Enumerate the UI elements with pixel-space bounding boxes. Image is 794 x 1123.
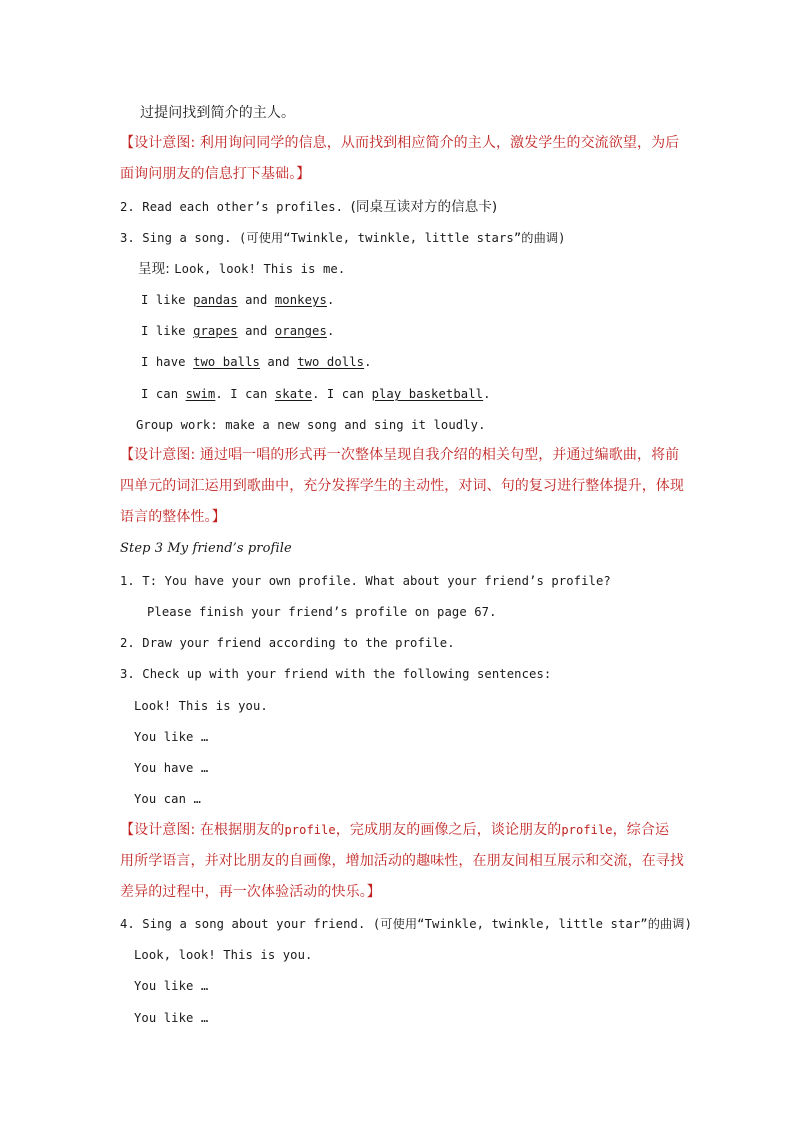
sentence-line: You can … <box>134 792 201 806</box>
step-heading: Step 3 My friend’s profile <box>120 541 292 556</box>
design-intent-note-cont: 用所学语言，并对比朋友的自画像，增加活动的趣味性，在朋友间相互展示和交流，在寻找 <box>120 853 684 869</box>
song-line: I like pandas and monkeys. <box>141 293 335 307</box>
step-item-cn-note: (可使用“Twinkle, twinkle, little stars”的曲调) <box>239 231 566 245</box>
group-work-line: Group work: make a new song and sing it loudly. <box>136 418 486 432</box>
step-item-text: 3. Sing a song. <box>120 231 239 245</box>
label-present: 呈现: <box>138 261 175 277</box>
step-item-4 <box>120 916 693 932</box>
step-item-2 <box>120 199 680 215</box>
song-line: You like … <box>134 979 209 993</box>
step-item-cn-note: (同桌互读对方的信息卡) <box>350 199 498 215</box>
song-line: I like grapes and oranges. <box>141 324 335 338</box>
song-line: Look, look! This is me. <box>174 262 346 276</box>
sentence-line: Look! This is you. <box>134 699 268 713</box>
song-presentation <box>138 261 698 277</box>
song-line: Look, look! This is you. <box>134 948 313 962</box>
design-intent-note: 【设计意图: 利用询问同学的信息，从而找到相应简介的主人，激发学生的交流欲望，为后 <box>120 135 680 151</box>
sentence-line: You like … <box>134 730 209 744</box>
design-intent-note-cont: 面询问朋友的信息打下基础。】 <box>120 166 311 182</box>
song-line: You like … <box>134 1011 209 1025</box>
step-item-2: 2. Draw your friend according to the profile. <box>120 636 455 650</box>
text-line: 过提问找到简介的主人。 <box>140 105 296 121</box>
sentence-line: You have … <box>134 761 209 775</box>
step-item-1: 1. T: You have your own profile. What about your friend’s profile? <box>120 574 611 588</box>
step-item-text: 2. Read each other’s profiles. <box>120 200 351 214</box>
song-line: I have two balls and two dolls. <box>141 355 372 369</box>
step-item-text: 4. Sing a song about your friend. <box>120 917 373 931</box>
step-item-3 <box>120 230 680 246</box>
step-item-3: 3. Check up with your friend with the following sentences: <box>120 667 552 681</box>
design-intent-note-cont: 差异的过程中，再一次体验活动的快乐。】 <box>120 884 381 900</box>
design-intent-note: 【设计意图: 通过唱一唱的形式再一次整体呈现自我介绍的相关句型，并通过编歌曲，将前 <box>120 447 680 463</box>
design-intent-note: 【设计意图: 在根据朋友的profile，完成朋友的画像之后，谈论朋友的profile，综合运 <box>120 822 670 838</box>
design-intent-note-cont: 语言的整体性。】 <box>120 509 226 525</box>
song-line: I can swim. I can skate. I can play basketball. <box>141 387 491 401</box>
step-item-1-cont: Please finish your friend’s profile on page 67. <box>147 605 497 619</box>
step-item-cn-note: (可使用“Twinkle, twinkle, little star”的曲调) <box>372 917 693 931</box>
design-intent-note-cont: 四单元的词汇运用到歌曲中，充分发挥学生的主动性，对词、句的复习进行整体提升，体现 <box>120 478 684 494</box>
